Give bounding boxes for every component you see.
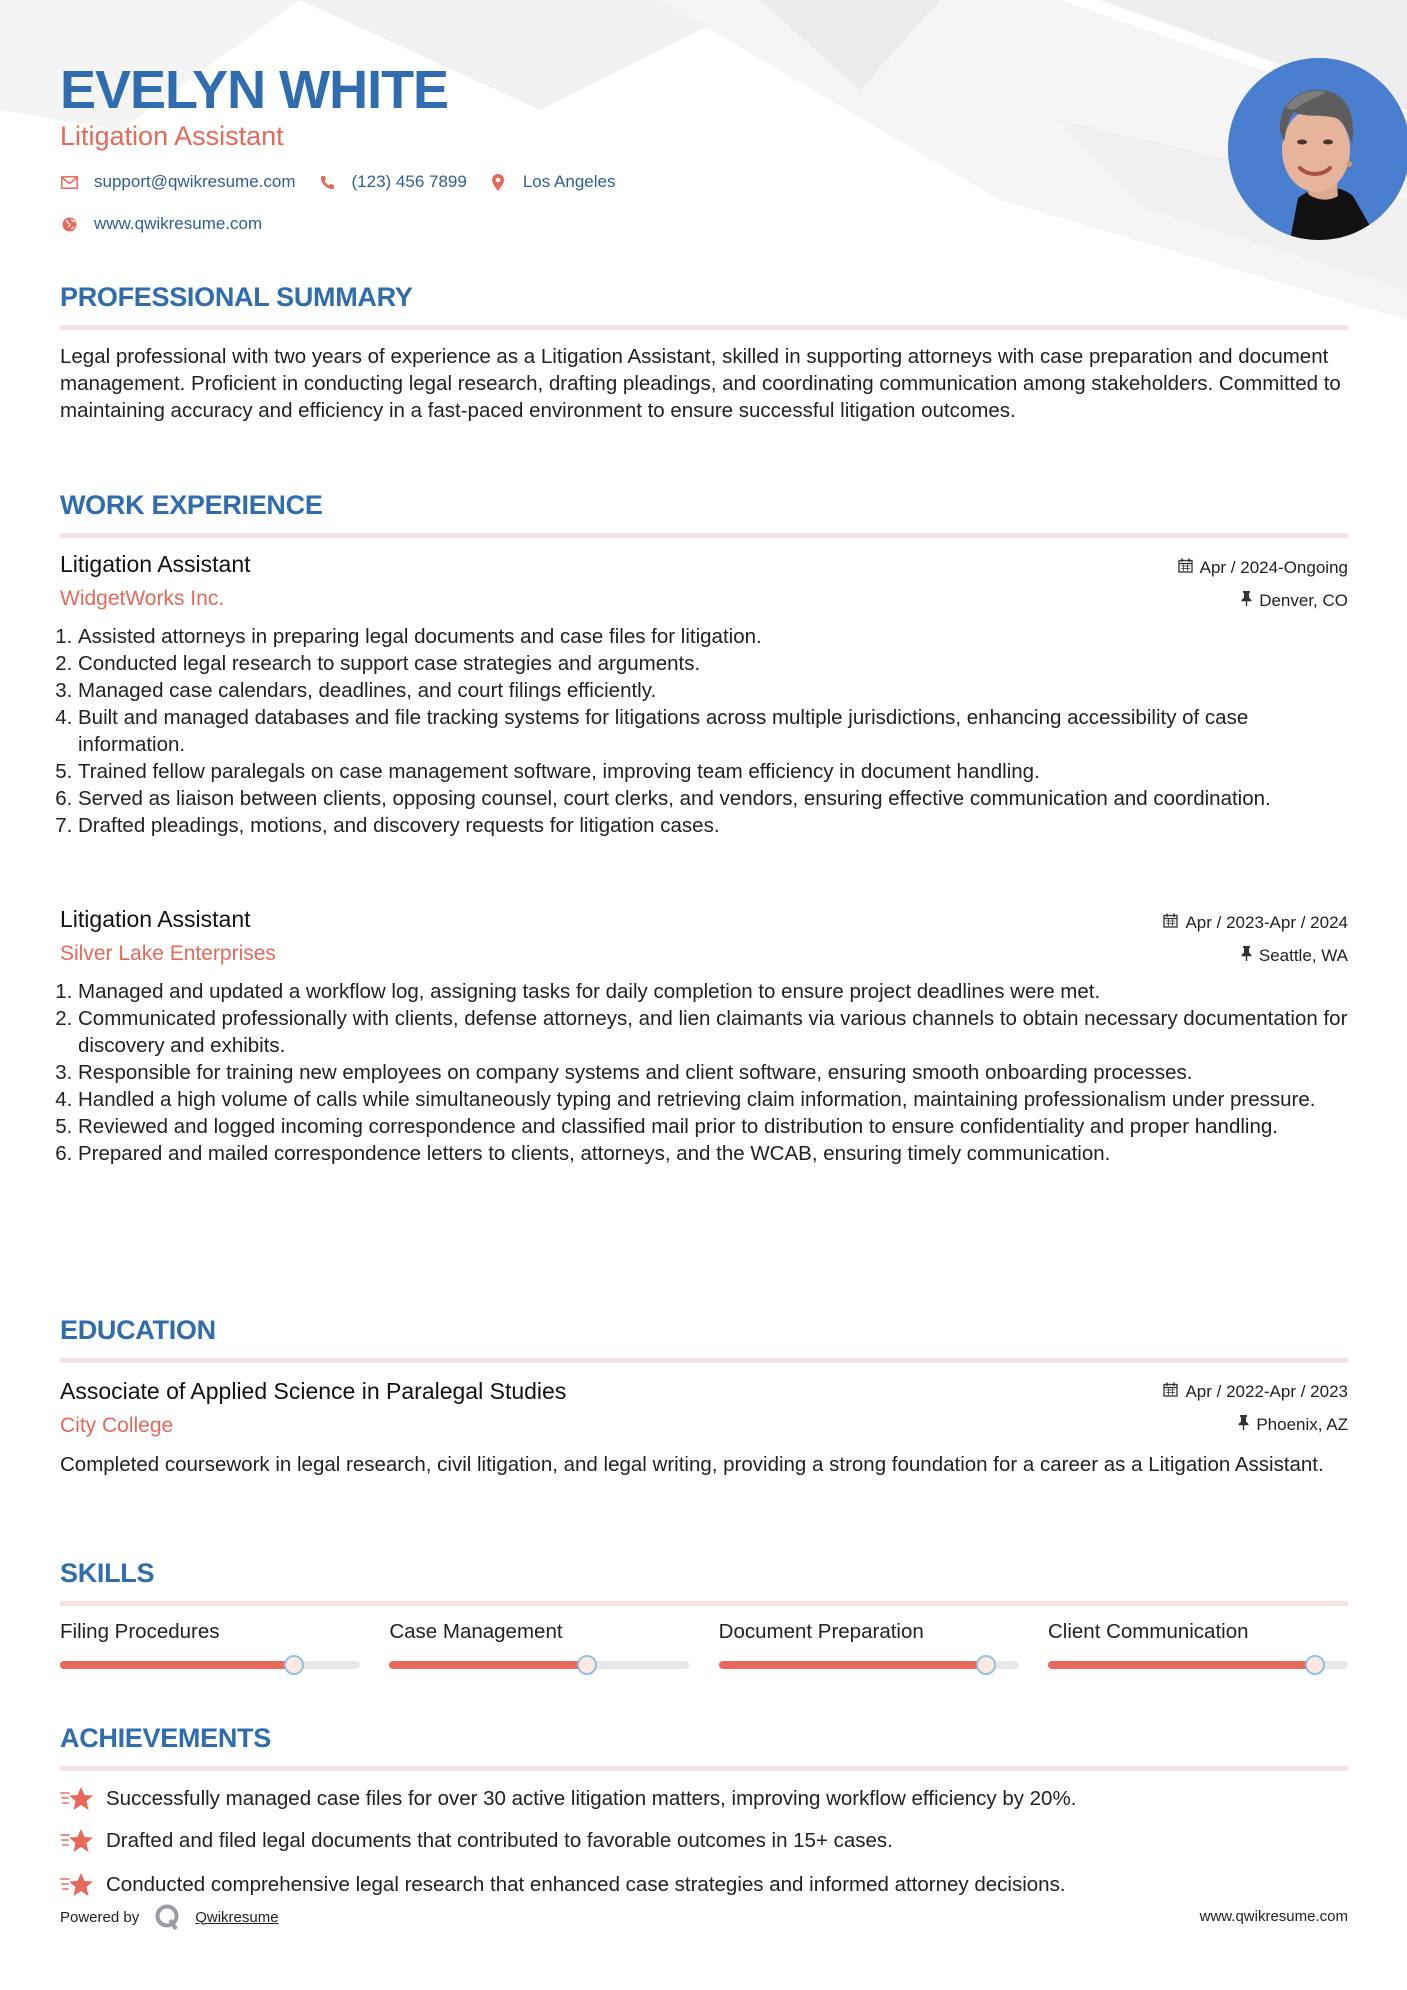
job-meta <box>1163 913 1348 966</box>
skill-bar <box>719 1661 1019 1669</box>
achievement-item <box>60 1870 1348 1900</box>
section-heading: EDUCATION <box>60 1315 216 1345</box>
pushpin-icon <box>1241 591 1252 612</box>
contact-location <box>489 172 616 192</box>
company-name: WidgetWorks Inc. <box>60 587 225 610</box>
job-title: Litigation Assistant <box>60 551 251 577</box>
calendar-icon <box>1163 913 1178 934</box>
map-pin-icon <box>489 173 507 191</box>
job-entry <box>60 549 1348 839</box>
powered-by-label: Powered by <box>60 1908 140 1926</box>
bullet-item: 3. Managed case calendars, deadlines, and court filings efficiently. <box>78 677 1348 704</box>
avatar <box>1228 58 1407 240</box>
bullet-item: 5. Trained fellow paralegals on case management software, improving team efficiency in document handling. <box>78 758 1348 785</box>
education-meta <box>1163 1382 1348 1435</box>
section-divider <box>60 1766 1348 1771</box>
footer <box>60 1902 1348 1930</box>
globe-icon <box>60 215 78 233</box>
job-dates: Apr / 2023-Apr / 2024 <box>1163 913 1348 933</box>
bullet-item: 1. Managed and updated a workflow log, assigning tasks for daily completion to ensure project deadlines were met. <box>78 978 1348 1005</box>
section-work-header <box>60 489 1348 538</box>
skill-label: Client Communication <box>1047 1620 1249 1643</box>
job-bullets <box>60 978 1348 1167</box>
skill-bar-knob <box>1305 1655 1325 1675</box>
section-heading: SKILLS <box>60 1558 155 1588</box>
job-location: Seattle, WA <box>1163 946 1348 966</box>
skill-item <box>1048 1619 1348 1669</box>
skill-item <box>719 1619 1019 1669</box>
bullet-item: 3. Responsible for training new employees on company systems and client software, ensuring smooth onboarding processes. <box>78 1059 1348 1086</box>
school-name: City College <box>60 1414 174 1437</box>
achievement-text: Drafted and filed legal documents that contributed to favorable outcomes in 15+ cases. <box>106 1829 893 1852</box>
achievements-list <box>60 1784 1348 1900</box>
section-summary-header <box>60 281 1348 330</box>
section-skills-header <box>60 1557 1348 1606</box>
bullet-item: 5. Reviewed and logged incoming correspondence and classified mail prior to distribution to ensure confidentiality and proper handling. <box>78 1113 1348 1140</box>
pushpin-icon <box>1238 1415 1249 1436</box>
achievement-item <box>60 1784 1348 1814</box>
job-location: Denver, CO <box>1178 591 1348 611</box>
section-divider <box>60 1358 1348 1363</box>
section-divider <box>60 325 1348 330</box>
bullet-item: 2. Communicated professionally with clients, defense attorneys, and lien claimants via various channels to obtain necessary documentation for discovery and exhibits. <box>78 1005 1348 1059</box>
company-name: Silver Lake Enterprises <box>60 942 276 965</box>
section-education-header <box>60 1314 1348 1363</box>
section-divider <box>60 1601 1348 1606</box>
skill-label: Filing Procedures <box>60 1620 220 1643</box>
skills-list <box>60 1619 1348 1669</box>
skill-bar <box>389 1661 689 1669</box>
achievement-item <box>60 1826 1348 1856</box>
location-text: Los Angeles <box>522 172 616 191</box>
qwikresume-link[interactable]: Qwikresume <box>195 1908 279 1926</box>
contact-phone[interactable] <box>318 172 467 192</box>
bullet-item: 4. Built and managed databases and file tracking systems for litigations across multiple jurisdictions, enhancing accessibility of case information. <box>78 704 1348 758</box>
education-location: Phoenix, AZ <box>1163 1415 1348 1435</box>
star-icon <box>60 1871 94 1899</box>
qwikresume-logo-icon <box>155 1904 181 1930</box>
contact-email[interactable] <box>60 172 296 192</box>
contact-website[interactable] <box>60 214 262 234</box>
achievement-text: Conducted comprehensive legal research that enhanced case strategies and informed attorney decisions. <box>106 1873 1066 1896</box>
bullet-item: 6. Served as liaison between clients, opposing counsel, court clerks, and vendors, ensuring effective communication and coordination. <box>78 785 1348 812</box>
bullet-item: 4. Handled a high volume of calls while simultaneously typing and retrieving claim information, maintaining professionalism under pressure. <box>78 1086 1348 1113</box>
skill-bar-fill <box>719 1661 986 1669</box>
section-heading: WORK EXPERIENCE <box>60 490 323 520</box>
email-text: support@qwikresume.com <box>94 172 296 191</box>
skill-bar-knob <box>976 1655 996 1675</box>
bullet-item: 6. Prepared and mailed correspondence letters to clients, attorneys, and the WCAB, ensuring timely communication. <box>78 1140 1348 1167</box>
skill-label: Case Management <box>389 1620 563 1643</box>
education-description: Completed coursework in legal research, civil litigation, and legal writing, providing a strong foundation for a career as a Litigation Assistant. <box>60 1453 1324 1476</box>
skill-item <box>389 1619 689 1669</box>
section-achievements-header <box>60 1722 1348 1771</box>
summary-text: Legal professional with two years of experience as a Litigation Assistant, skilled in supporting attorneys with case preparation and document management. Proficient in conducting legal research, drafting pleadings, and coordinating communication among stakeholders. Committed to maintaining accuracy and efficiency in a fast-paced environment to ensure successful litigation outcomes. <box>60 345 1341 422</box>
bullet-item: 7. Drafted pleadings, motions, and discovery requests for litigation cases. <box>78 812 1348 839</box>
contact-row-2 <box>60 214 284 234</box>
job-bullets <box>60 623 1348 839</box>
footer-site-link[interactable]: www.qwikresume.com <box>1199 1908 1348 1925</box>
education-entry <box>60 1376 1348 1440</box>
phone-icon <box>318 173 336 191</box>
contact-row <box>60 172 637 192</box>
candidate-title: Litigation Assistant <box>60 121 284 151</box>
job-title: Litigation Assistant <box>60 906 251 932</box>
website-text: www.qwikresume.com <box>94 214 263 233</box>
skill-label: Document Preparation <box>718 1620 924 1643</box>
section-divider <box>60 533 1348 538</box>
pushpin-icon <box>1241 946 1252 967</box>
star-icon <box>60 1785 94 1813</box>
envelope-icon <box>60 173 78 191</box>
phone-text: (123) 456 7899 <box>351 172 467 191</box>
skill-bar-knob <box>577 1655 597 1675</box>
skill-bar-fill <box>1048 1661 1315 1669</box>
star-icon <box>60 1827 94 1855</box>
candidate-name: EVELYN WHITE <box>60 60 449 120</box>
skill-bar-fill <box>60 1661 294 1669</box>
bullet-item: 1. Assisted attorneys in preparing legal documents and case files for litigation. <box>78 623 1348 650</box>
job-dates: Apr / 2024-Ongoing <box>1178 558 1348 578</box>
skill-item <box>60 1619 360 1669</box>
bullet-item: 2. Conducted legal research to support case strategies and arguments. <box>78 650 1348 677</box>
skill-bar-fill <box>389 1661 587 1669</box>
education-dates: Apr / 2022-Apr / 2023 <box>1163 1382 1348 1402</box>
section-heading: PROFESSIONAL SUMMARY <box>60 282 413 312</box>
degree-title: Associate of Applied Science in Paralegal Studies <box>60 1378 567 1404</box>
powered-by <box>60 1904 279 1930</box>
skill-bar <box>1048 1661 1348 1669</box>
section-heading: ACHIEVEMENTS <box>60 1723 271 1753</box>
skill-bar-knob <box>284 1655 304 1675</box>
job-meta <box>1178 558 1348 611</box>
calendar-icon <box>1163 1382 1178 1403</box>
job-entry <box>60 904 1348 1167</box>
skill-bar <box>60 1661 360 1669</box>
calendar-icon <box>1178 558 1193 579</box>
achievement-text: Successfully managed case files for over 30 active litigation matters, improving workflow efficiency by 20%. <box>106 1787 1077 1810</box>
